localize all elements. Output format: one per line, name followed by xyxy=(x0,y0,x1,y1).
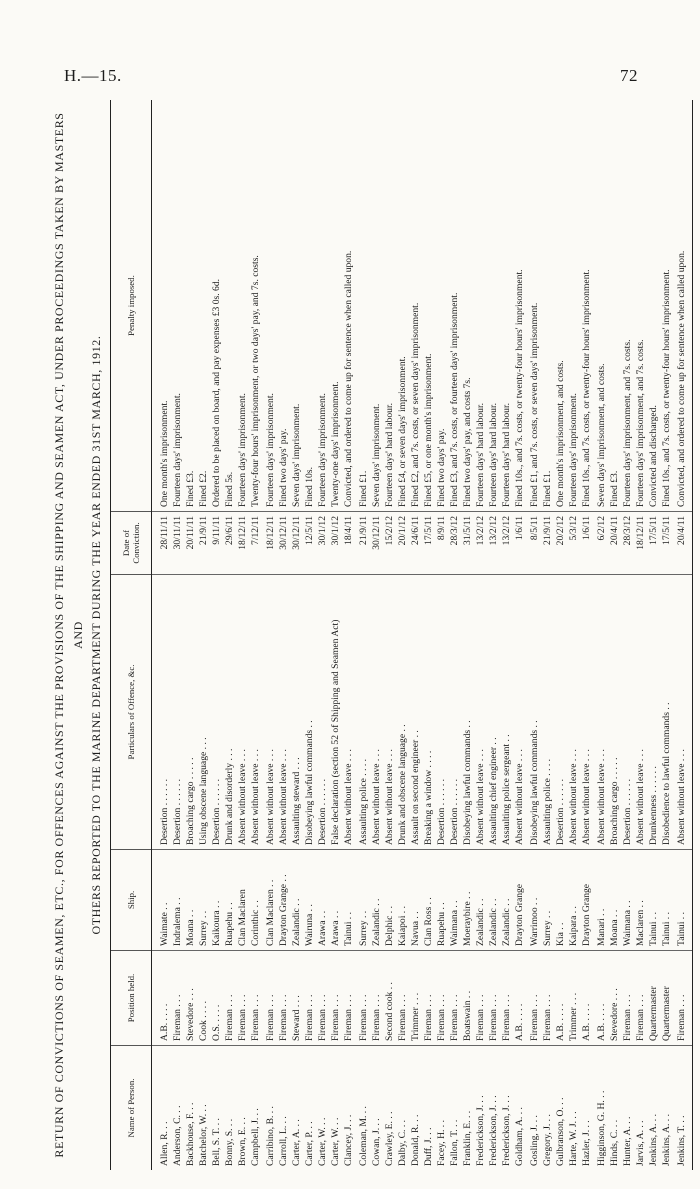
cell-ship: Drayton Grange xyxy=(513,849,528,950)
cell-position: O.S. . . . . xyxy=(210,950,223,1045)
cell-offence: Assaulting police sergeant . . xyxy=(500,574,513,849)
cell-ship: Tainui . . xyxy=(675,849,693,950)
cell-penalty: Fined £3. xyxy=(608,100,621,512)
cell-offence: Using obscene language . . . xyxy=(197,574,210,849)
table-row xyxy=(184,100,197,1170)
cell-date: 6/2/12 xyxy=(595,511,608,574)
cell-penalty: Fined £1. xyxy=(357,100,370,512)
cell-ship: Zealandic . . xyxy=(500,849,513,950)
cell-offence: Absent without leave . . . xyxy=(264,574,277,849)
cell-offence: Breaking a window . . . . xyxy=(422,574,435,849)
cell-penalty: Fined two days' pay. xyxy=(435,100,448,512)
cell-position: A.B. . . . . xyxy=(595,950,608,1045)
cell-name: Dalby, C. . . xyxy=(396,1119,408,1166)
cell-penalty: Convicted and discharged. xyxy=(647,100,660,512)
cell-ship: Tainui . . xyxy=(647,849,660,950)
table-row xyxy=(197,100,210,1170)
cell-name: Hunter, A. . . xyxy=(621,1116,633,1166)
cell-offence: Absent without leave . . . xyxy=(249,574,264,849)
cell-penalty: Seven days' imprisonment. xyxy=(370,100,383,512)
cell-penalty: Fined 10s., and 7s. costs, or twenty-four hours' imprisonment. xyxy=(513,100,528,512)
cell-position: Fireman . . . xyxy=(277,950,290,1045)
cell-penalty: Ordered to be placed on board, and pay expenses £3 0s. 6d. xyxy=(210,100,223,512)
cell-name: Bonny, S. . . xyxy=(223,1118,235,1166)
cell-ship: Navua . . xyxy=(409,849,422,950)
cell-position: Fireman . . . xyxy=(634,950,647,1045)
table-row xyxy=(357,100,370,1170)
cell-ship: Waimate . . xyxy=(151,849,171,950)
cell-position: Fireman . . . xyxy=(541,950,554,1045)
cell-offence: Disobeying lawful commands . . xyxy=(528,574,541,849)
cell-position: Second cook . . xyxy=(383,950,396,1045)
cell-ship: Ruapehu . . xyxy=(435,849,448,950)
cell-offence: Assaulting chief engineer . . xyxy=(487,574,500,849)
cell-date: 21/9/11 xyxy=(197,511,210,574)
cell-name: Carribino, B. . . xyxy=(264,1105,276,1166)
table-row xyxy=(647,100,660,1170)
cell-ship: Waimana . . xyxy=(621,849,634,950)
cell-date: 20/1/12 xyxy=(396,511,409,574)
cell-ship: Tainui . . xyxy=(660,849,675,950)
table-row xyxy=(223,100,236,1170)
cell-position: Fireman . . . xyxy=(223,950,236,1045)
table-row xyxy=(264,100,277,1170)
table-row xyxy=(660,100,675,1170)
cell-ship: Moeraybire . . xyxy=(461,849,474,950)
cell-ship: Zealandic . . xyxy=(370,849,383,950)
cell-ship: Clan Ross . . xyxy=(422,849,435,950)
cell-name: Franklin, E. . . xyxy=(461,1110,473,1166)
cell-ship: Delphic . . xyxy=(383,849,396,950)
cell-offence: Absent without leave . . . xyxy=(474,574,487,849)
table-row xyxy=(342,100,357,1170)
table-row xyxy=(290,100,303,1170)
cell-ship: Warrimoo . . xyxy=(528,849,541,950)
cell-position: Boatswain . . xyxy=(461,950,474,1045)
table-row xyxy=(448,100,461,1170)
table-row xyxy=(210,100,223,1170)
col-header-offence: Particulars of Offence, &c. xyxy=(110,574,151,849)
cell-date: 30/11/11 xyxy=(171,511,184,574)
cell-date: 29/6/11 xyxy=(223,511,236,574)
cell-date: 13/2/12 xyxy=(500,511,513,574)
table-row xyxy=(567,100,580,1170)
table-row xyxy=(435,100,448,1170)
table-row xyxy=(474,100,487,1170)
cell-name: Cowan, J. . . xyxy=(370,1117,382,1166)
cell-date: 20/4/11 xyxy=(675,511,693,574)
page-number: 72 xyxy=(620,66,638,85)
cell-name: Bell, S. T. . . xyxy=(210,1117,222,1166)
cell-penalty: Seven days' imprisonment, and costs. xyxy=(595,100,608,512)
cell-position: Cook . . . . xyxy=(197,950,210,1045)
cell-name: Clancey, J. . . xyxy=(342,1114,354,1166)
cell-position: Fireman . . . xyxy=(171,950,184,1045)
rotated-page-content xyxy=(50,100,687,1170)
cell-date: 21/9/11 xyxy=(357,511,370,574)
cell-date: 5/3/12 xyxy=(567,511,580,574)
cell-penalty: Fined 10s., and 7s. costs, or twenty-four hours' imprisonment. xyxy=(580,100,595,512)
cell-offence: Drunkenness . . . . . . xyxy=(647,574,660,849)
table-row xyxy=(621,100,634,1170)
table-row xyxy=(409,100,422,1170)
table-row xyxy=(595,100,608,1170)
cell-penalty: Twenty-four hours' imprisonment, or two days' pay, and 7s. costs. xyxy=(249,100,264,512)
cell-position: Trimmer . . . xyxy=(567,950,580,1045)
table-row xyxy=(513,100,528,1170)
table-body xyxy=(151,100,692,1170)
document-reference: H.—15. xyxy=(64,66,122,85)
cell-name: Campbell, J. . . xyxy=(249,1107,261,1166)
col-header-position: Position held. xyxy=(110,950,151,1045)
cell-name: Hinds, C. . . xyxy=(608,1119,620,1166)
cell-date: 18/4/11 xyxy=(342,511,357,574)
cell-offence: Assault on second engineer . . xyxy=(409,574,422,849)
cell-ship: Kia . . xyxy=(554,849,567,950)
cell-ship: Kaikoura . . xyxy=(210,849,223,950)
cell-penalty: Fourteen days' imprisonment. xyxy=(236,100,249,512)
table-row xyxy=(554,100,567,1170)
title-line-2: OTHERS REPORTED TO THE MARINE DEPARTMENT DURING THE YEAR ENDED 31ST MARCH, 1912. xyxy=(89,334,104,935)
cell-name: Brown, E. . . xyxy=(236,1116,248,1166)
cell-position: Fireman . . . xyxy=(422,950,435,1045)
cell-date: 17/5/11 xyxy=(660,511,675,574)
cell-name: Crawley, E. . . xyxy=(383,1110,395,1166)
cell-date: 1/6/11 xyxy=(513,511,528,574)
cell-position: Steward . . . xyxy=(290,950,303,1045)
cell-name: Frederickson, J. . . xyxy=(500,1094,512,1166)
cell-date: 17/5/11 xyxy=(647,511,660,574)
cell-date: 8/9/11 xyxy=(435,511,448,574)
cell-position: Fireman . . . xyxy=(448,950,461,1045)
cell-name: Fallon, T. . . xyxy=(448,1119,460,1166)
col-header-ship: Ship. xyxy=(110,849,151,950)
cell-ship: Kaiapoi . . xyxy=(396,849,409,950)
cell-position: Trimmer . . . xyxy=(409,950,422,1045)
cell-position: Fireman . . . xyxy=(264,950,277,1045)
cell-penalty: Twenty-one days' imprisonment. xyxy=(329,100,342,512)
cell-name: Facey, H. . . xyxy=(435,1119,447,1166)
table-row xyxy=(316,100,329,1170)
cell-name: Carter, W. . . xyxy=(316,1117,328,1166)
cell-penalty: Fined £5, or one month's imprisonment. xyxy=(422,100,435,512)
cell-offence: Desertion . . . . . . xyxy=(448,574,461,849)
cell-date: 1/6/11 xyxy=(580,511,595,574)
cell-ship: Moana . . xyxy=(184,849,197,950)
cell-name: Carroll, L. . . xyxy=(277,1115,289,1166)
cell-penalty: Convicted, and ordered to come up for sentence when called upon. xyxy=(342,100,357,512)
cell-name: Carter, W. . . xyxy=(329,1117,341,1166)
cell-offence: Disobeying lawful commands . . xyxy=(303,574,316,849)
table-header-row xyxy=(110,100,151,1170)
cell-position: Fireman . . . xyxy=(487,950,500,1045)
cell-position: Fireman . . . xyxy=(329,950,342,1045)
cell-position: A.B. . . . . xyxy=(513,950,528,1045)
cell-penalty: Fined 5s. xyxy=(223,100,236,512)
cell-name: Gregory, J. . . xyxy=(541,1113,553,1166)
cell-date: 28/3/12 xyxy=(621,511,634,574)
cell-ship: Indralema . . xyxy=(171,849,184,950)
cell-date: 24/6/11 xyxy=(409,511,422,574)
cell-ship: Surrey . . xyxy=(197,849,210,950)
cell-date: 12/5/11 xyxy=(303,511,316,574)
cell-ship: Zealandic . . xyxy=(487,849,500,950)
cell-penalty: Fined £1. xyxy=(541,100,554,512)
cell-penalty: Fined £3. xyxy=(184,100,197,512)
table-row xyxy=(383,100,396,1170)
table-row xyxy=(500,100,513,1170)
cell-position: A.B. . . . . xyxy=(580,950,595,1045)
table-row xyxy=(541,100,554,1170)
cell-ship: Kaipara . . xyxy=(567,849,580,950)
cell-date: 20/4/11 xyxy=(608,511,621,574)
cell-name: Jenkins, A. . . xyxy=(660,1113,672,1166)
cell-offence: Assaulting police . . . . xyxy=(541,574,554,849)
cell-ship: Clan Maclaren xyxy=(236,849,249,950)
cell-offence: Drunk and obscene language . . xyxy=(396,574,409,849)
table-row xyxy=(580,100,595,1170)
cell-offence: Absent without leave . . . xyxy=(675,574,693,849)
cell-position: Fireman . . . xyxy=(500,950,513,1045)
cell-ship: Maclaren . . xyxy=(634,849,647,950)
cell-penalty: Fourteen days' imprisonment. xyxy=(567,100,580,512)
table-row xyxy=(249,100,264,1170)
cell-name: Jenkins, T. . . xyxy=(675,1045,693,1170)
cell-date: 13/2/12 xyxy=(487,511,500,574)
cell-date: 20/11/11 xyxy=(184,511,197,574)
cell-date: 30/12/11 xyxy=(290,511,303,574)
cell-date: 18/12/11 xyxy=(634,511,647,574)
table-row xyxy=(370,100,383,1170)
cell-name: Frederickson, J. . . xyxy=(487,1094,499,1166)
table-row xyxy=(396,100,409,1170)
cell-ship: Ruapehu . . xyxy=(223,849,236,950)
cell-ship: Surrey . . xyxy=(541,849,554,950)
cell-ship: Wairuna . . xyxy=(303,849,316,950)
table-row xyxy=(461,100,474,1170)
cell-position: A.B. . . . . xyxy=(554,950,567,1045)
cell-ship: Zealandic . . xyxy=(290,849,303,950)
cell-penalty: Fourteen days' imprisonment. xyxy=(264,100,277,512)
cell-ship: Arawa . . xyxy=(329,849,342,950)
cell-date: 13/2/12 xyxy=(474,511,487,574)
cell-offence: Absent without leave . . . xyxy=(370,574,383,849)
cell-offence: Absent without leave . . . xyxy=(342,574,357,849)
table-row xyxy=(329,100,342,1170)
cell-date: 31/5/11 xyxy=(461,511,474,574)
cell-position: Fireman . . . xyxy=(316,950,329,1045)
cell-offence: Absent without leave . . . xyxy=(567,574,580,849)
cell-name: Frederickson, J. . . xyxy=(474,1094,486,1166)
return-title xyxy=(50,100,106,1170)
cell-name: Carter, P. . . xyxy=(303,1120,315,1166)
cell-position: Fireman . . . xyxy=(357,950,370,1045)
cell-offence: Absent without leave . . . xyxy=(236,574,249,849)
cell-name: Donald, R. . . xyxy=(409,1114,421,1166)
table-row xyxy=(675,100,693,1170)
cell-penalty: Fourteen days' imprisonment, and 7s. costs. xyxy=(634,100,647,512)
cell-position: Stevedore . . . xyxy=(184,950,197,1045)
cell-date: 28/11/11 xyxy=(151,511,171,574)
cell-offence: Absent without leave . . . xyxy=(277,574,290,849)
cell-offence: Disobeying lawful commands . . xyxy=(461,574,474,849)
cell-ship: Arawa . . xyxy=(316,849,329,950)
cell-penalty: Fourteen days' hard labour. xyxy=(487,100,500,512)
cell-ship: Drayton Grange xyxy=(580,849,595,950)
cell-offence: Desertion . . . . . . xyxy=(316,574,329,849)
cell-position: Fireman . . . xyxy=(396,950,409,1045)
convictions-table xyxy=(110,100,693,1170)
cell-penalty: Fined £4, or seven days' imprisonment. xyxy=(396,100,409,512)
cell-name: Jenkins, A. . . xyxy=(647,1113,659,1166)
cell-penalty: Fined two days' pay. xyxy=(277,100,290,512)
cell-penalty: Fourteen days' hard labour. xyxy=(474,100,487,512)
cell-date: 18/12/11 xyxy=(264,511,277,574)
cell-name: Coleman, M. . . xyxy=(357,1105,369,1166)
cell-penalty: Fined two days' pay, and costs 7s. xyxy=(461,100,474,512)
col-header-name: Name of Person. xyxy=(110,1045,151,1170)
cell-penalty: Fined £2, and 7s. costs, or seven days' imprisonment. xyxy=(409,100,422,512)
cell-name: Anderson, C. . . xyxy=(171,1105,183,1166)
table-row xyxy=(422,100,435,1170)
cell-name: Allen, R. . . xyxy=(158,1120,170,1166)
cell-date: 8/5/11 xyxy=(528,511,541,574)
cell-penalty: Fined £1, and 7s. costs, or seven days' imprisonment. xyxy=(528,100,541,512)
col-header-penalty: Penalty imposed. xyxy=(110,100,151,512)
cell-position: Fireman . . . xyxy=(474,950,487,1045)
cell-date: 30/12/11 xyxy=(277,511,290,574)
cell-position: Fireman . . . xyxy=(621,950,634,1045)
cell-offence: Absent without leave . . . xyxy=(634,574,647,849)
cell-penalty: Fourteen days' hard labour. xyxy=(383,100,396,512)
table-row xyxy=(634,100,647,1170)
cell-offence: Broaching cargo . . . . . xyxy=(608,574,621,849)
cell-position: Stevedore . . . xyxy=(608,950,621,1045)
cell-penalty: Fined £2. xyxy=(197,100,210,512)
col-header-date: Date of Conviction. xyxy=(110,511,151,574)
cell-name: Gulbranson, O. . . xyxy=(554,1097,566,1166)
cell-position: Fireman . . . xyxy=(528,950,541,1045)
cell-offence: Desertion . . . . . . xyxy=(435,574,448,849)
cell-penalty: Convicted, and ordered to come up for sentence when called upon. xyxy=(675,100,693,512)
title-line-1: RETURN OF CONVICTIONS OF SEAMEN, ETC., FOR OFFENCES AGAINST THE PROVISIONS OF THE SHIPPING AND SEAMEN ACT, UNDER PROCEEDINGS TAKEN BY MASTERS AND xyxy=(52,111,85,1158)
table-row xyxy=(303,100,316,1170)
cell-date: 21/9/11 xyxy=(541,511,554,574)
cell-date: 18/12/11 xyxy=(236,511,249,574)
cell-position: Fireman . . . xyxy=(342,950,357,1045)
cell-offence: False declaration (section 52 of Shipping and Seamen Act) xyxy=(329,574,342,849)
cell-name: Duff, J. . . xyxy=(422,1127,434,1166)
cell-date: 7/12/11 xyxy=(249,511,264,574)
table-row xyxy=(487,100,500,1170)
cell-name: Hazler, J. . . xyxy=(580,1119,592,1166)
cell-position: Fireman . . . xyxy=(249,950,264,1045)
cell-position: Fireman . . . xyxy=(370,950,383,1045)
cell-date: 15/2/12 xyxy=(383,511,396,574)
table-row xyxy=(151,100,171,1170)
cell-ship: Corinthic . . xyxy=(249,849,264,950)
cell-offence: Desertion . . . . . . xyxy=(554,574,567,849)
cell-ship: Waimana . . xyxy=(448,849,461,950)
cell-name: Higginson, G. H. . . xyxy=(595,1090,607,1166)
cell-offence: Absent without leave . . . xyxy=(513,574,528,849)
cell-date: 30/1/12 xyxy=(329,511,342,574)
table-row xyxy=(171,100,184,1170)
cell-offence: Assaulting steward . . . xyxy=(290,574,303,849)
cell-offence: Absent without leave . . . xyxy=(580,574,595,849)
cell-name: Goldham, A. . . xyxy=(513,1106,525,1166)
cell-offence: Desertion . . . . . . xyxy=(151,574,171,849)
cell-offence: Drunk and disorderly . . . xyxy=(223,574,236,849)
cell-name: Gosling, J. . . xyxy=(528,1114,540,1166)
cell-ship: Drayton Grange . . xyxy=(277,849,290,950)
cell-offence: Assaulting police . . . . xyxy=(357,574,370,849)
cell-date: 30/1/12 xyxy=(316,511,329,574)
cell-ship: Surrey . . xyxy=(357,849,370,950)
cell-offence: Desertion . . . . . . xyxy=(210,574,223,849)
cell-name: Backhouse, F. . . xyxy=(184,1102,196,1166)
cell-date: 17/5/11 xyxy=(422,511,435,574)
cell-position: Quartermaster xyxy=(660,950,675,1045)
cell-position: Fireman . . . xyxy=(303,950,316,1045)
cell-name: Carter, A. . . xyxy=(290,1118,302,1166)
cell-penalty: Seven days' imprisonment. xyxy=(290,100,303,512)
cell-position: Fireman . . . xyxy=(435,950,448,1045)
cell-penalty: Fourteen days' hard labour. xyxy=(500,100,513,512)
table-row xyxy=(528,100,541,1170)
cell-name: Jarvis, A. . . xyxy=(634,1119,646,1166)
cell-ship: Zealandic . . xyxy=(474,849,487,950)
cell-penalty: Fined 10s., and 7s. costs, or twenty-four hours' imprisonment. xyxy=(660,100,675,512)
cell-ship: Manari . . xyxy=(595,849,608,950)
cell-penalty: Fined £3, and 7s. costs, or fourteen days' imprisonment. xyxy=(448,100,461,512)
cell-date: 20/2/12 xyxy=(554,511,567,574)
cell-offence: Broaching cargo . . . . . xyxy=(184,574,197,849)
cell-penalty: Fourteen days' imprisonment, and 7s. costs. xyxy=(621,100,634,512)
cell-position: Fireman . . . xyxy=(675,950,693,1045)
cell-name: Batchelor, W. . . xyxy=(197,1103,209,1166)
cell-offence: Desertion . . . . . . xyxy=(171,574,184,849)
cell-penalty: Fined 10s. xyxy=(303,100,316,512)
cell-ship: Tainui . . xyxy=(342,849,357,950)
cell-ship: Clan Maclaren . . xyxy=(264,849,277,950)
cell-date: 28/3/12 xyxy=(448,511,461,574)
cell-penalty: One month's imprisonment, and costs. xyxy=(554,100,567,512)
cell-offence: Disobedience to lawful commands . . xyxy=(660,574,675,849)
cell-penalty: One month's imprisonment. xyxy=(151,100,171,512)
cell-position: Quartermaster xyxy=(647,950,660,1045)
cell-name: Harte, W. J. . . xyxy=(567,1110,579,1166)
cell-ship: Moana . . xyxy=(608,849,621,950)
cell-offence: Desertion . . . . . . xyxy=(621,574,634,849)
cell-date: 30/12/11 xyxy=(370,511,383,574)
cell-offence: Absent without leave . . . xyxy=(595,574,608,849)
table-row xyxy=(277,100,290,1170)
table-row xyxy=(608,100,621,1170)
table-row xyxy=(236,100,249,1170)
cell-position: A.B. . . . . xyxy=(151,950,171,1045)
cell-position: Fireman . . . xyxy=(236,950,249,1045)
cell-penalty: Fourteen days' imprisonment. xyxy=(171,100,184,512)
cell-date: 9/11/11 xyxy=(210,511,223,574)
cell-offence: Absent without leave . . . xyxy=(383,574,396,849)
cell-penalty: Fourteen days' imprisonment. xyxy=(316,100,329,512)
